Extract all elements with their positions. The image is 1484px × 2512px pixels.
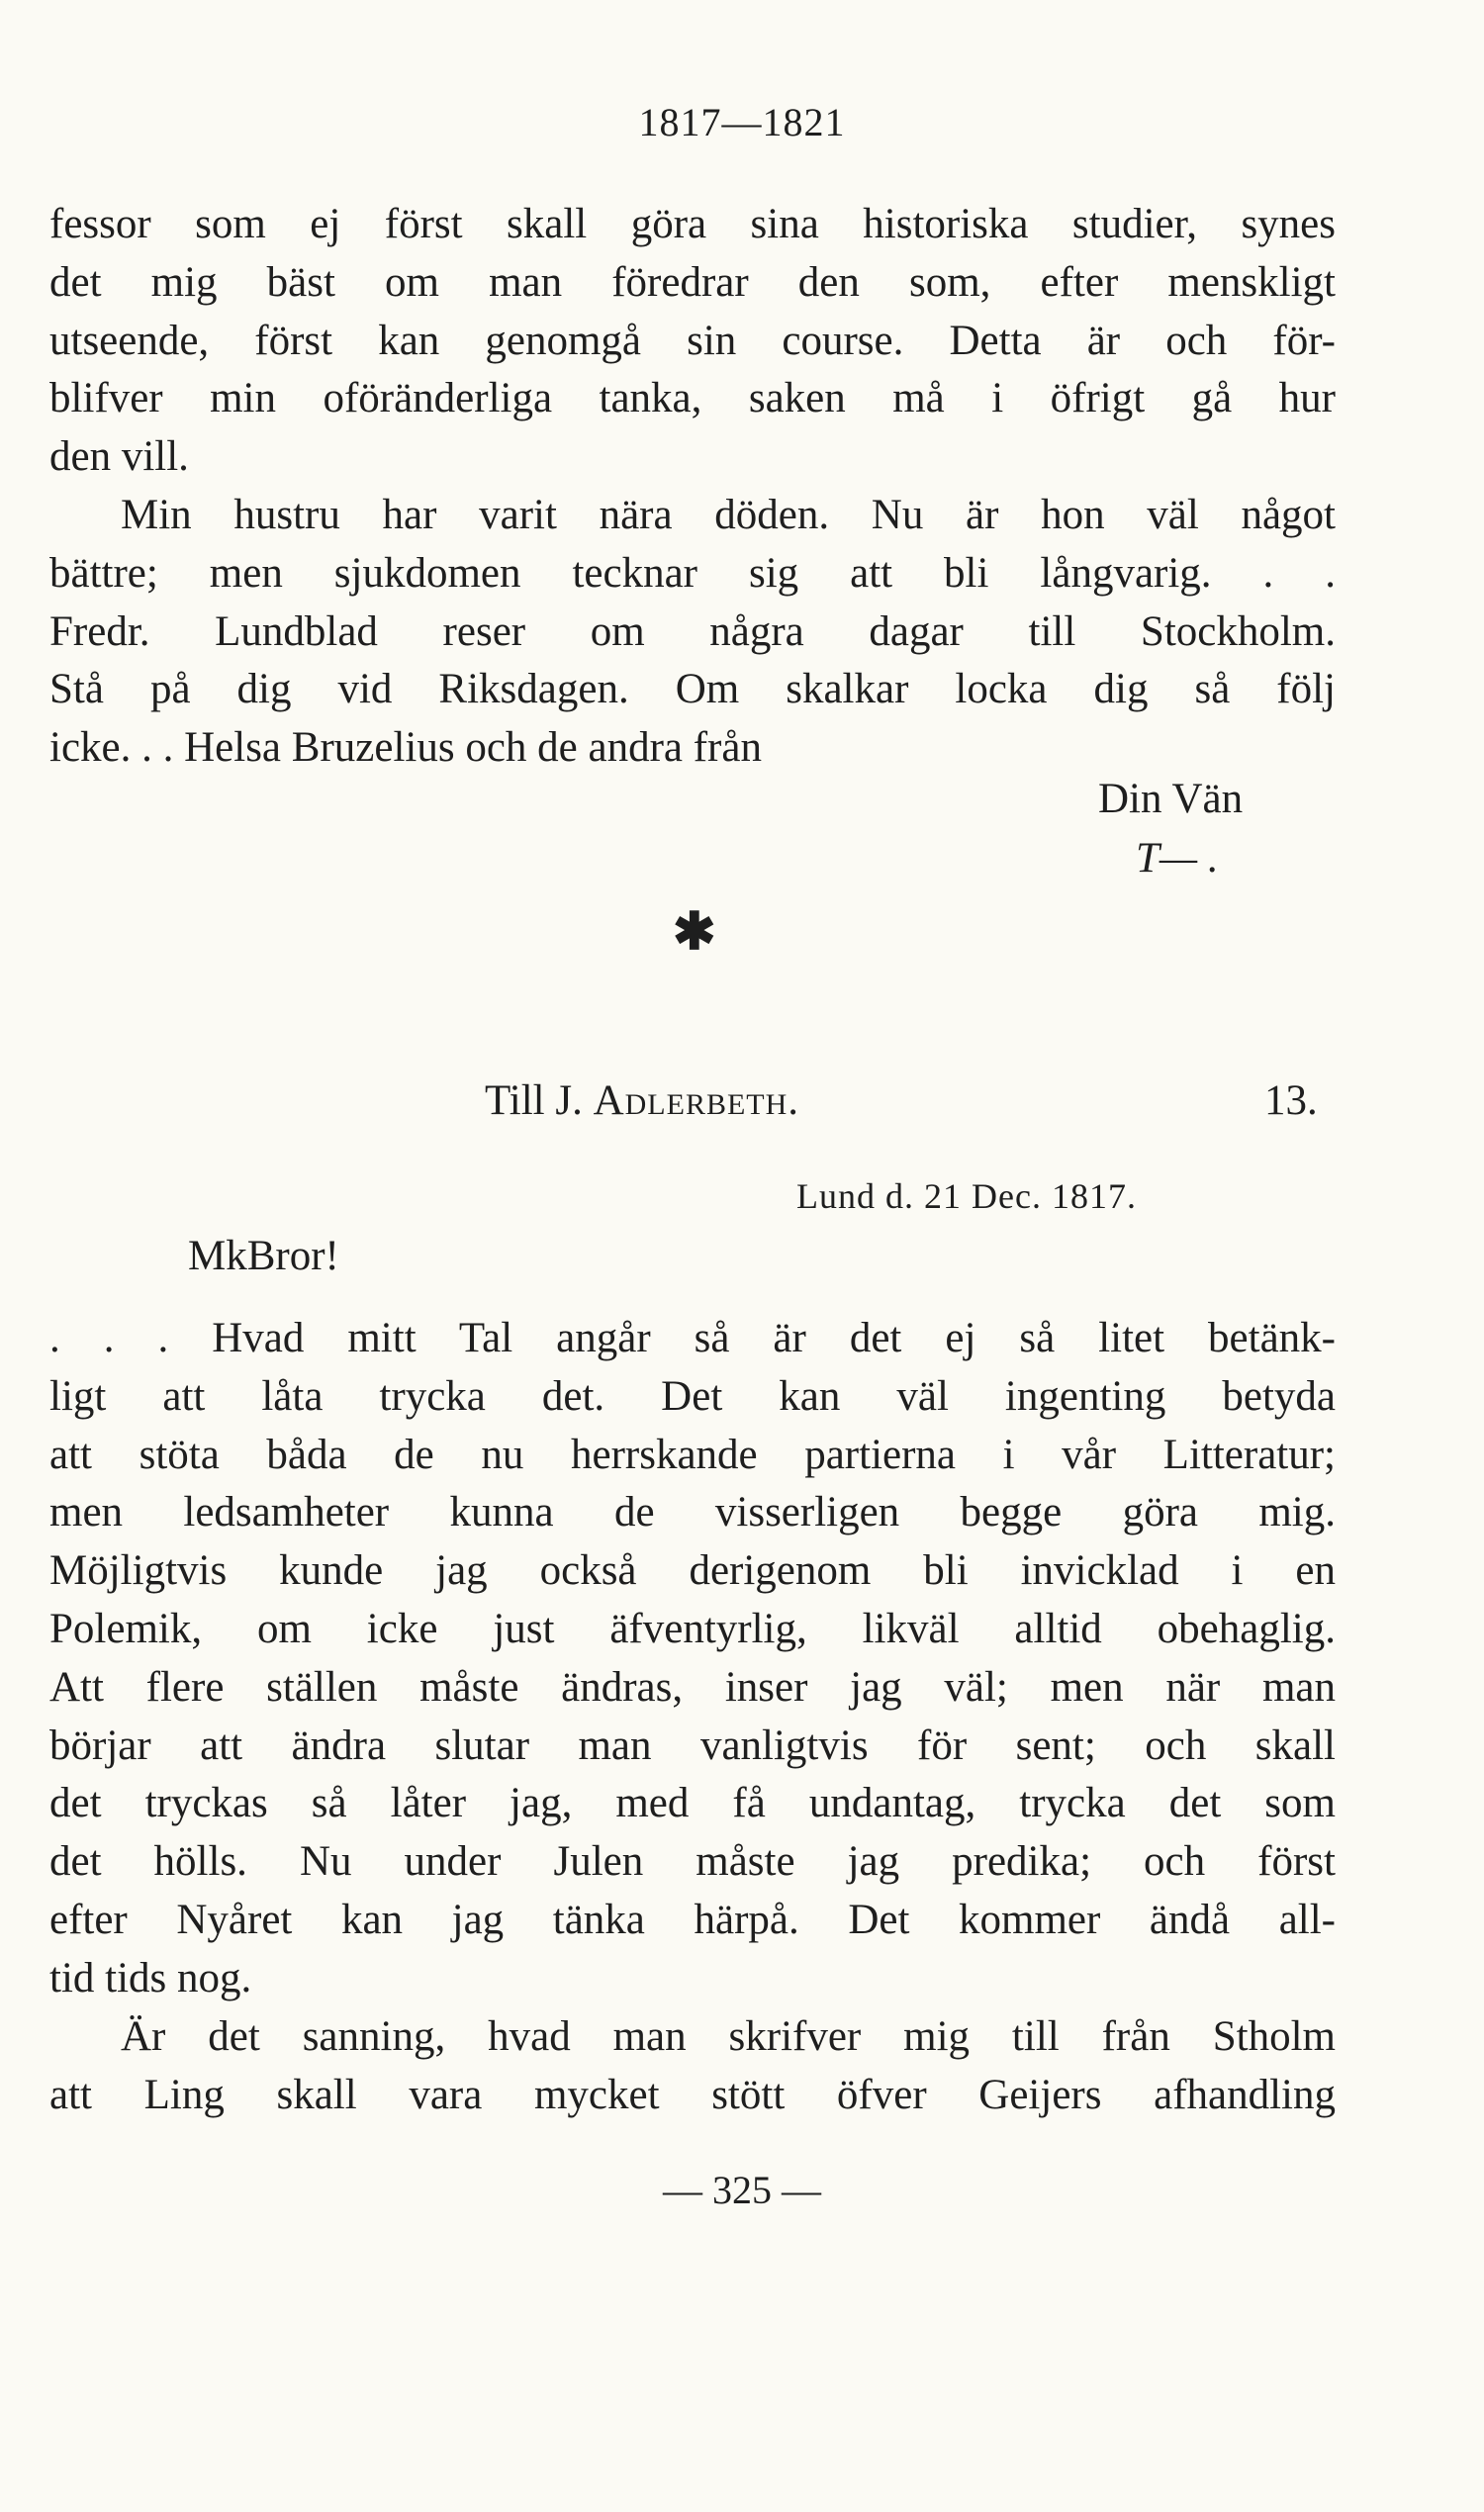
letter-heading — [485, 1076, 799, 1125]
paragraph-1 — [49, 196, 1336, 487]
text-line: . . . Hvad mitt Tal angår så är det ej så litet betänk- — [49, 1315, 1336, 1361]
running-head: 1817—1821 — [638, 100, 846, 144]
text-line: Att flere ställen måste ändras, inser jag väl; men när man — [49, 1663, 1336, 1711]
text-line: det tryckas så låter jag, med få undantag, trycka det som — [49, 1780, 1336, 1827]
text-line: Stå på dig vid Riksdagen. Om skalkar locka dig så följ — [49, 666, 1336, 713]
text-line: men ledsamheter kunna de visserligen begge göra mig. — [49, 1489, 1336, 1536]
signature-closing: Din Vän — [1098, 776, 1244, 822]
text-line: att stöta båda de nu herrskande partierna i vår Litteratur; — [49, 1431, 1336, 1478]
text-line: icke. . . Helsa Bruzelius och de andra från — [49, 724, 762, 772]
dateline: Lund d. 21 Dec. 1817. — [796, 1176, 1137, 1216]
text-line: den vill. — [49, 433, 189, 481]
letter-recipient: Adlerbeth. — [593, 1077, 800, 1124]
page-number: — 325 — — [663, 2168, 821, 2212]
paragraph-2 — [49, 487, 1336, 778]
text-line: Möjligtvis kunde jag också derigenom bli invicklad i en — [49, 1547, 1336, 1595]
text-line: Polemik, om icke just äfventyrlig, likväl alltid obehaglig. — [49, 1605, 1336, 1652]
salutation: MkBror! — [188, 1233, 339, 1279]
paragraph-4 — [49, 2008, 1336, 2125]
asterisk-separator: ✱ — [673, 904, 716, 961]
text-line: det mig bäst om man föredrar den som, efter menskligt — [49, 258, 1336, 306]
letter-heading-prefix: Till J. — [485, 1077, 583, 1124]
text-line: ligt att låta trycka det. Det kan väl ingenting betyda — [49, 1372, 1336, 1420]
text-line: blifver min oföränderliga tanka, saken må i öfrigt gå hur — [49, 375, 1336, 422]
signature-initial: T— . — [1136, 835, 1219, 882]
text-line: att Ling skall vara mycket stött öfver Geijers afhandling — [49, 2071, 1336, 2118]
text-line: Är det sanning, hvad man skrifver mig till från Stholm — [121, 2013, 1336, 2060]
text-line: Min hustru har varit nära döden. Nu är hon väl något — [121, 492, 1336, 538]
text-line: fessor som ej först skall göra sina historiska studier, synes — [49, 201, 1336, 247]
text-line: utseende, först kan genomgå sin course. Detta är och för- — [49, 317, 1336, 364]
text-line: det hölls. Nu under Julen måste jag predika; och först — [49, 1838, 1336, 1886]
letter-number: 13. — [1264, 1077, 1318, 1124]
text-line: börjar att ändra slutar man vanligtvis för sent; och skall — [49, 1721, 1336, 1769]
text-line: bättre; men sjukdomen tecknar sig att bli långvarig. . . — [49, 549, 1336, 597]
text-line: tid tids nog. — [49, 1954, 252, 2001]
paragraph-3 — [49, 1310, 1336, 2008]
text-line: efter Nyåret kan jag tänka härpå. Det kommer ändå all- — [49, 1896, 1336, 1943]
text-line: Fredr. Lundblad reser om några dagar till Stockholm. — [49, 607, 1336, 655]
